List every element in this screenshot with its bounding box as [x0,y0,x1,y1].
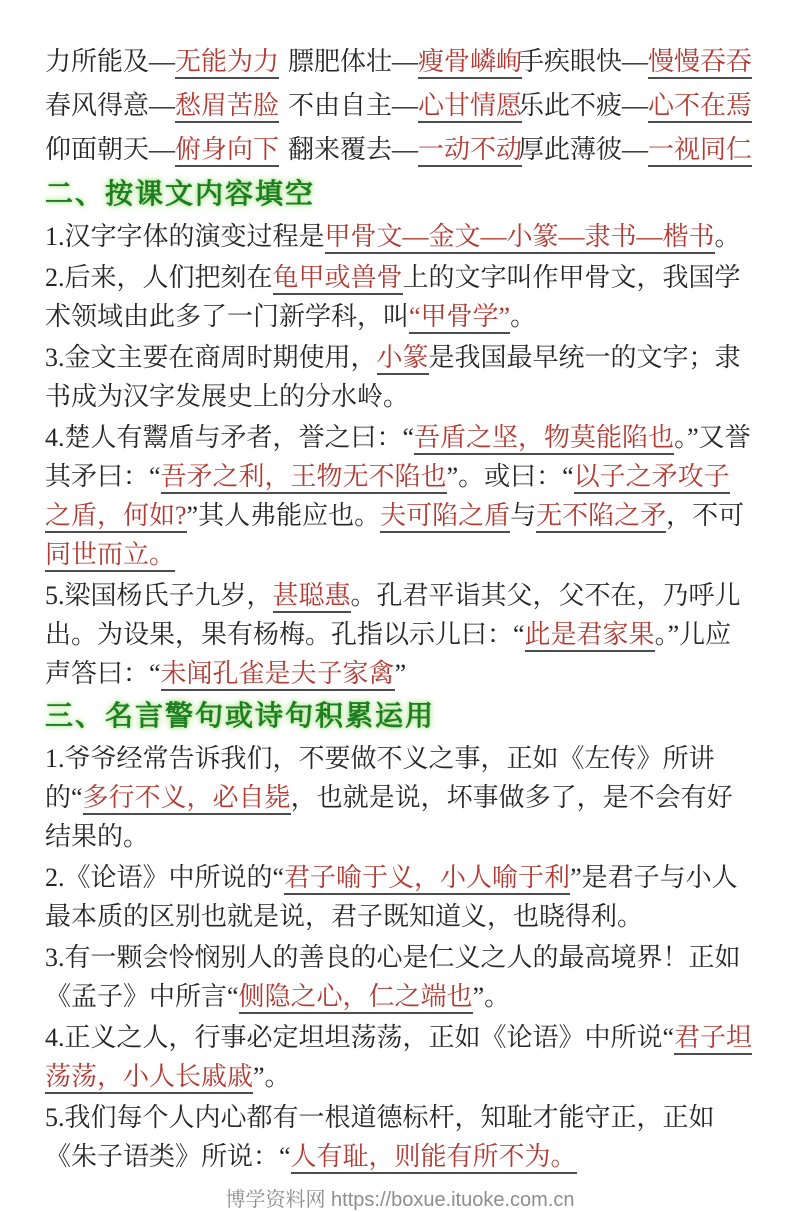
answer-text: “甲骨学” [409,302,510,334]
quote-item-5 [45,1097,755,1177]
answer-text: 小篆 [377,343,429,375]
footer-watermark: 博学资料网 https://boxue.ituoke.com.cn [225,1189,575,1211]
answer-text: 吾盾之坚，物莫能陷也 [414,423,674,455]
answer-text: 此是君家果 [525,620,655,652]
idiom-pair [45,84,288,128]
idiom-pair [288,84,523,128]
text-run: 膘肥体壮— [288,47,419,76]
text-run: 厚此薄彼— [518,135,649,164]
text-run: 是我国最早统一的文字；隶书成为汉字发展史上的分水岭。 [45,343,741,411]
text-run: 5.我们每个人内心都有一根道德标杆，知耻才能守正，正如《朱子语类》所说：“ [45,1103,715,1171]
text-run: 乐此不疲— [518,91,649,120]
answer-text: 以子之矛攻子之盾，何如? [45,462,730,533]
idiom-pair [518,128,755,172]
answer-text: 无不陷之矛 [536,501,666,533]
answer-text: 慢慢吞吞 [648,47,752,79]
text-run: 。 [714,222,741,251]
fill-item-3 [45,337,755,417]
text-run: ”是君子与小人最本质的区别也就是说，君子既知道义，也晓得利。 [45,863,738,931]
text-run: 与 [510,501,537,530]
text-run: 。 [510,302,537,331]
answer-text: 君子喻于义，小人喻于利 [284,863,570,895]
answer-text: 俯身向下 [175,135,279,167]
text-run: ” [394,659,407,688]
fill-item-4 [45,417,755,575]
text-run: ”其人弗能应也。 [186,501,381,530]
text-run: ”。 [253,1062,291,1091]
fill-item-2 [45,257,755,337]
answer-text: 吾矛之利，王物无不陷也 [161,462,447,494]
text-run: 2.后来，人们把刻在 [45,263,273,292]
answer-text: 瘦骨嶙峋 [418,47,522,79]
text-run: 2.《论语》中所说的“ [45,863,285,892]
text-run: 翻来覆去— [288,135,419,164]
text-run: 。”儿应声答曰：“ [45,620,732,688]
fill-item-5 [45,575,755,694]
text-run: 3.有一颗会怜悯别人的善良的心是仁义之人的最高境界！正如《孟子》中所言“ [45,943,741,1011]
answer-text: 同世而立。 [45,540,175,572]
text-run: ”。 [472,982,511,1011]
idiom-pair [518,40,755,84]
text-run: 上的文字叫作甲骨文，我国学术领域由此多了一门新学科，叫 [45,263,741,331]
text-run: 3.金文主要在商周时期使用， [45,343,377,372]
text-run: 不由自主— [288,91,419,120]
quote-item-3 [45,937,755,1017]
answer-text: 夫可陷之盾 [380,501,510,533]
text-run: 仰面朝天— [45,135,176,164]
answer-text: 甚聪惠 [273,581,351,613]
text-run: 力所能及— [45,47,176,76]
idiom-pair [288,128,523,172]
quote-item-2 [45,857,755,937]
answer-text: 人有耻，则能有所不为。 [291,1142,577,1174]
text-run: 手疾眼快— [518,47,649,76]
answer-text: 心不在焉 [648,91,752,123]
text-run: 4.楚人有鬻盾与矛者，誉之曰：“ [45,423,415,452]
text-run: ，不可 [666,501,745,530]
answer-text: 龟甲或兽骨 [273,263,403,295]
text-run: 5.梁国杨氏子九岁， [45,581,273,610]
text-run: 4.正义之人，行事必定坦坦荡荡，正如《论语》中所说“ [45,1023,675,1052]
text-run: ”。或曰：“ [446,462,574,491]
text-run: 。孔君平诣其父，父不在，乃呼儿出。为设果，果有杨梅。孔指以示儿曰：“ [45,581,741,649]
text-run: 1.汉字字体的演变过程是 [45,222,325,251]
answer-text: 愁眉苦脸 [175,91,279,123]
idiom-pair [45,128,288,172]
answer-text: 多行不义，必自毙 [83,783,291,815]
answer-text: 甲骨文—金文—小篆—隶书—楷书 [325,222,715,254]
fill-item-1 [45,216,755,257]
quote-item-4 [45,1017,755,1097]
idiom-pair [45,40,288,84]
answer-text: 君子坦荡荡，小人长戚戚 [45,1023,752,1094]
quote-item-1 [45,738,755,857]
section-heading-fill-in-blanks: 二、按课文内容填空 [45,179,316,210]
answer-text: 一视同仁 [648,135,752,167]
answer-text: 心甘情愿 [418,91,522,123]
answer-text: 侧隐之心，仁之端也 [239,982,473,1014]
section-heading-famous-quotes: 三、名言警句或诗句积累运用 [45,701,436,732]
text-run: 。”又誉其矛曰：“ [45,423,751,491]
answer-text: 一动不动 [418,135,522,167]
idiom-pair [518,84,755,128]
answer-text: 未闻孔雀是夫子家禽 [161,659,395,691]
idiom-pair [288,40,523,84]
text-run: 春风得意— [45,91,176,120]
idiom-antonym-grid [45,40,755,172]
text-run: 1.爷爷经常告诉我们，不要做不义之事，正如《左传》所讲的“ [45,744,715,812]
answer-text: 无能为力 [175,47,279,79]
text-run: ，也就是说，坏事做多了，是不会有好结果的。 [45,783,733,851]
